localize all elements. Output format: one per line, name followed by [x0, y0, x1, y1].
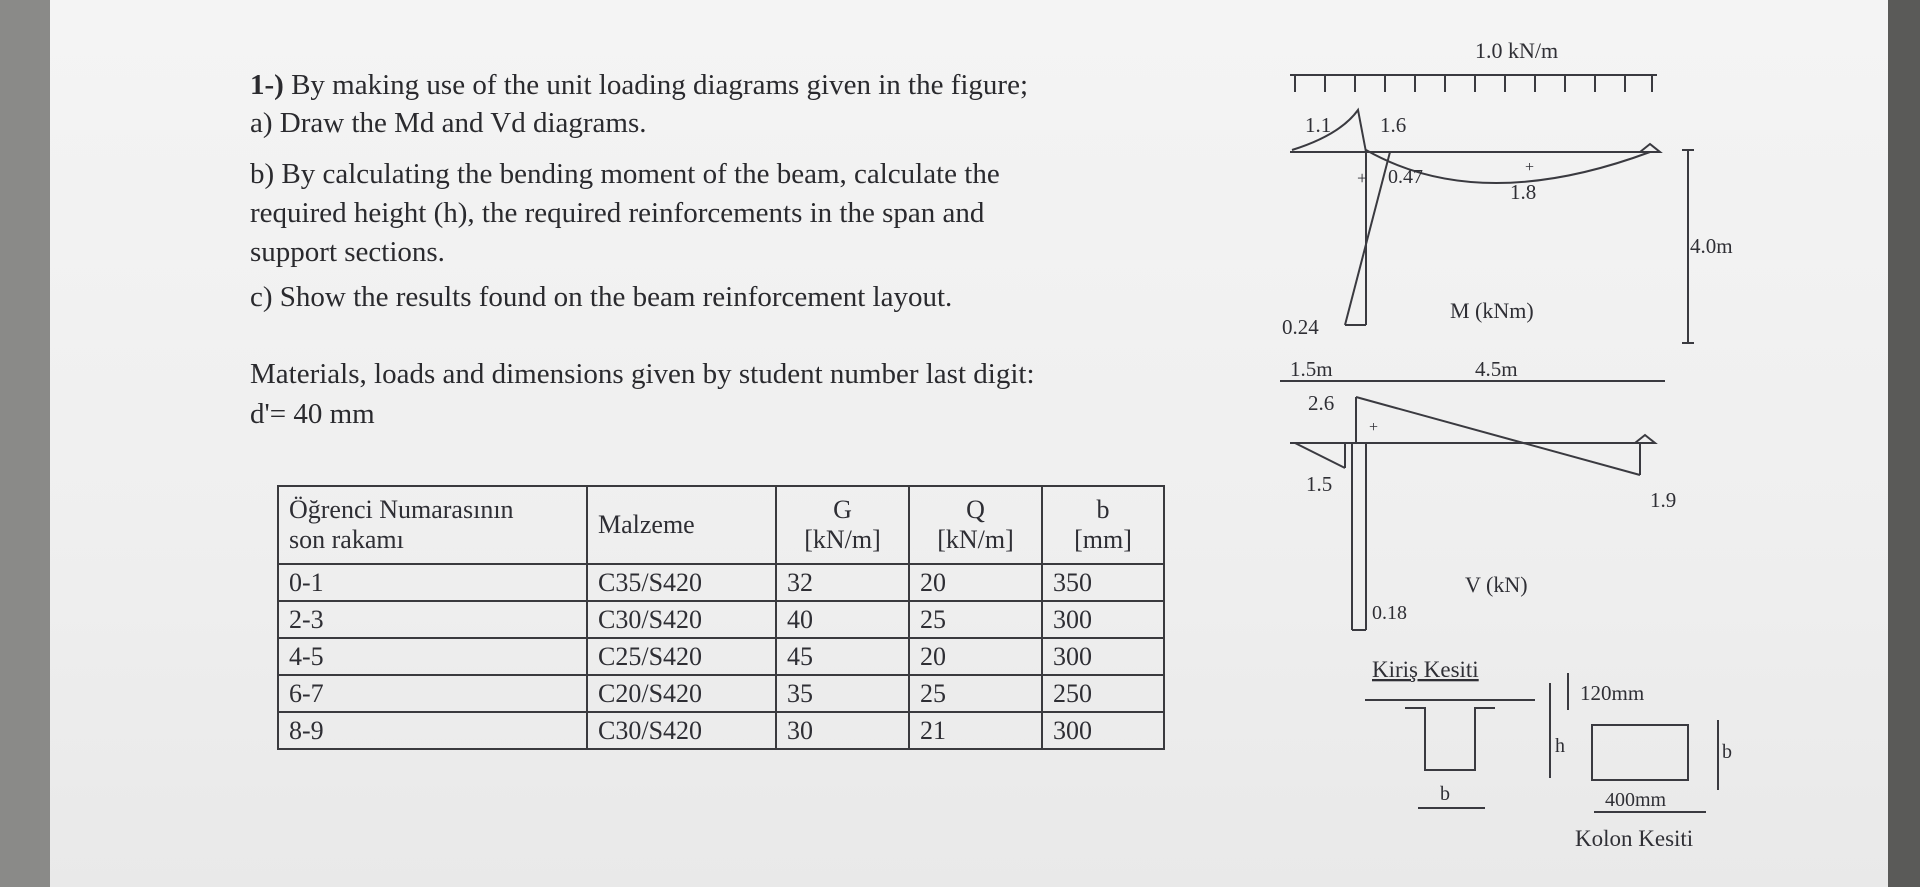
- column-width-label: 400mm: [1605, 789, 1667, 811]
- column-b-label: b: [1722, 741, 1732, 763]
- load-label: 1.0 kN/m: [1475, 38, 1559, 63]
- question-number: 1-): [250, 69, 284, 101]
- load-arrows: [1295, 75, 1652, 92]
- roller-support-shear: [1635, 435, 1655, 443]
- column-section-title: Kolon Kesiti: [1575, 826, 1694, 851]
- question-intro: By making use of the unit loading diagrams given in the figure;: [291, 69, 1029, 101]
- cell-digit: 4-5: [278, 638, 587, 675]
- cell-g: 30: [776, 712, 909, 749]
- cell-q: 20: [909, 638, 1042, 675]
- cell-g: 32: [776, 564, 909, 601]
- cell-b: 300: [1042, 712, 1164, 749]
- v-left-low-value: 1.5: [1306, 472, 1333, 496]
- h-label: h: [1555, 735, 1565, 757]
- plus-sign-3: +: [1369, 419, 1379, 436]
- beam-b-label: b: [1440, 783, 1450, 805]
- beam-section-web: [1405, 708, 1495, 770]
- question-part-b-line-3: support sections.: [250, 236, 445, 268]
- plus-sign-2: +: [1525, 159, 1535, 176]
- m-left-support-value: 1.1: [1305, 113, 1332, 137]
- flange-thickness-label: 120mm: [1580, 681, 1645, 705]
- shear-slope-line: [1356, 397, 1640, 475]
- m-peak-value: 1.6: [1380, 113, 1407, 137]
- cell-g: 45: [776, 638, 909, 675]
- question-part-b-line-2: required height (h), the required reinforcements in the span and: [250, 197, 985, 229]
- header-b-unit: [mm]: [1074, 525, 1132, 554]
- v-column-value: 0.18: [1372, 602, 1407, 624]
- cell-b: 250: [1042, 675, 1164, 712]
- cell-q: 20: [909, 564, 1042, 601]
- v-left-top-value: 2.6: [1308, 391, 1335, 415]
- cell-b: 350: [1042, 564, 1164, 601]
- cover-note: d'= 40 mm: [250, 398, 375, 430]
- cell-q: 25: [909, 675, 1042, 712]
- cell-b: 300: [1042, 638, 1164, 675]
- cell-material: C30/S420: [587, 712, 776, 749]
- beam-section-title: Kiriş Kesiti: [1372, 657, 1479, 682]
- question-part-a: a) Draw the Md and Vd diagrams.: [250, 107, 647, 139]
- question-part-c: c) Show the results found on the beam reinforcement layout.: [250, 281, 953, 313]
- span-length-label: 4.5m: [1475, 357, 1518, 381]
- header-q-symbol: Q: [966, 495, 985, 524]
- cell-q: 21: [909, 712, 1042, 749]
- cell-g: 40: [776, 601, 909, 638]
- v-right-value: 1.9: [1650, 488, 1677, 512]
- header-material: Malzeme: [587, 486, 776, 564]
- cell-material: C25/S420: [587, 638, 776, 675]
- header-g-unit: [kN/m]: [804, 525, 881, 554]
- cell-g: 35: [776, 675, 909, 712]
- header-student-digit-line-2: son rakamı: [289, 525, 404, 554]
- m-column-top-value: 0.47: [1388, 166, 1423, 188]
- plus-sign-1: +: [1357, 168, 1368, 188]
- header-g-symbol: G: [833, 495, 852, 524]
- question-part-b: b) By calculating the bending moment of the beam, calculate the: [250, 158, 1000, 190]
- cell-digit: 6-7: [278, 675, 587, 712]
- height-label: 4.0m: [1690, 234, 1733, 258]
- column-section-rect: [1592, 725, 1688, 780]
- shear-diagram-label: V (kN): [1465, 572, 1528, 597]
- column-moment-line: [1345, 152, 1390, 325]
- cell-digit: 2-3: [278, 601, 587, 638]
- cell-b: 300: [1042, 601, 1164, 638]
- cell-digit: 8-9: [278, 712, 587, 749]
- header-q-unit: [kN/m]: [937, 525, 1014, 554]
- materials-note: Materials, loads and dimensions given by student number last digit:: [250, 358, 1035, 390]
- left-length-label: 1.5m: [1290, 357, 1333, 381]
- m-span-value: 1.8: [1510, 180, 1537, 204]
- cell-material: C20/S420: [587, 675, 776, 712]
- cell-material: C35/S420: [587, 564, 776, 601]
- moment-diagram-label: M (kNm): [1450, 298, 1534, 323]
- m-column-bottom-value: 0.24: [1282, 315, 1319, 339]
- header-b-symbol: b: [1096, 495, 1110, 524]
- cell-q: 25: [909, 601, 1042, 638]
- cell-digit: 0-1: [278, 564, 587, 601]
- header-student-digit-line-1: Öğrenci Numarasının: [289, 495, 514, 524]
- cell-material: C30/S420: [587, 601, 776, 638]
- roller-support-moment: [1640, 144, 1660, 152]
